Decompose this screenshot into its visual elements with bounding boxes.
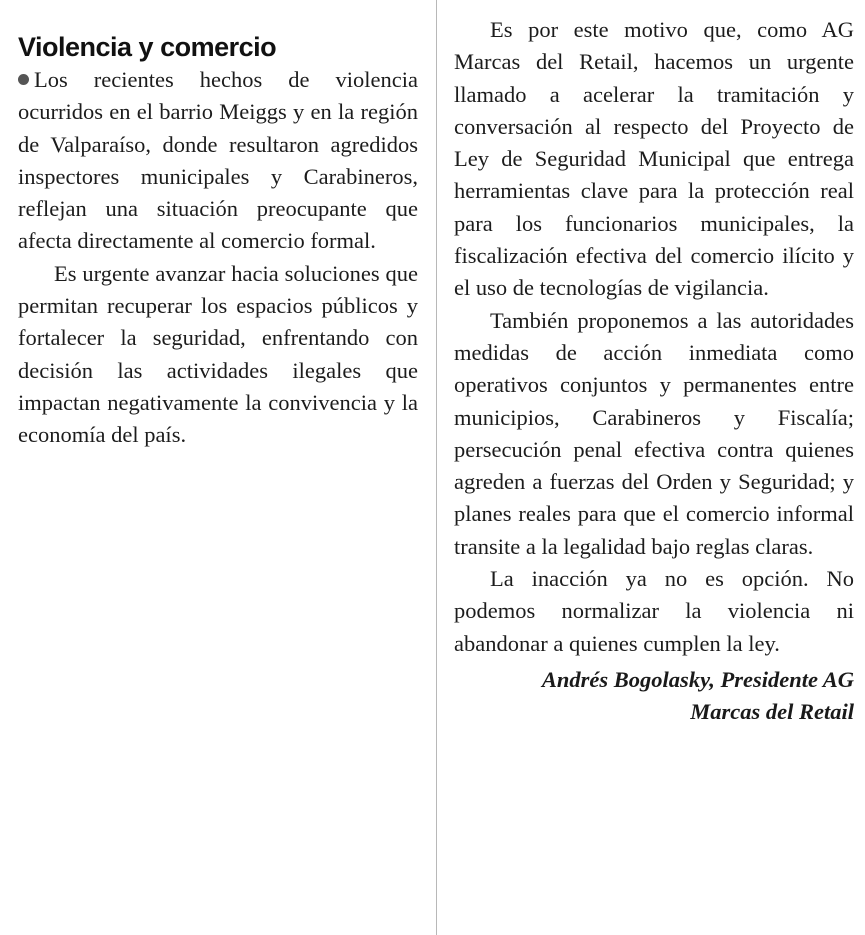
column-divider: [436, 0, 437, 935]
bullet-icon: [18, 74, 29, 85]
letter-paragraph-4: [454, 305, 854, 563]
letter-signature: [454, 664, 854, 728]
letter-paragraph-5: [454, 563, 854, 660]
signature-author: Andrés Bogolasky, Presidente AG: [541, 666, 854, 692]
letter-paragraph-3-text: Es por este motivo que, como AG Marcas del Retail, hacemos un urgente llamado a acelerar la tramitación y conversación al respecto del Proyecto de Ley de Seguridad Municipal que entrega herramientas clave para la protección real para los funcionarios municipales, la fiscalización efectiva del comercio ilícito y el uso de tecnologías de vigilancia.: [454, 17, 854, 301]
letter-paragraph-5-text: La inacción ya no es opción. No podemos normalizar la violencia ni abandonar a quienes cumplen la ley.: [454, 566, 854, 656]
letter-paragraph-2: [18, 258, 418, 452]
letter-paragraph-2-text: Es urgente avanzar hacia soluciones que permitan recuperar los espacios públicos y fortalecer la seguridad, enfrentando con decisión las actividades ilegales que impactan negativamente la convivencia y la economía del país.: [18, 260, 418, 448]
letter-headline: Violencia y comercio: [18, 32, 277, 62]
right-column: [454, 0, 854, 728]
letter-paragraph-1-text: Los recientes hechos de violencia ocurridos en el barrio Meiggs y en la región de Valparaíso, donde resultaron agredidos inspectores municipales y Carabineros, reflejan una situación preocupante que afecta directamente al comercio formal.: [18, 67, 418, 254]
signature-organization: Marcas del Retail: [690, 698, 854, 724]
letter-paragraph-1: [18, 64, 418, 258]
left-column: [18, 0, 418, 452]
letter-paragraph-4-text: También proponemos a las autoridades medidas de acción inmediata como operativos conjuntos y permanentes entre municipios, Carabineros y Fiscalía; persecución penal efectiva contra quienes agreden a fuerzas del Orden y Seguridad; y planes reales para que el comercio informal transite a la legalidad bajo reglas claras.: [454, 307, 854, 559]
letter-paragraph-3: [454, 14, 854, 305]
